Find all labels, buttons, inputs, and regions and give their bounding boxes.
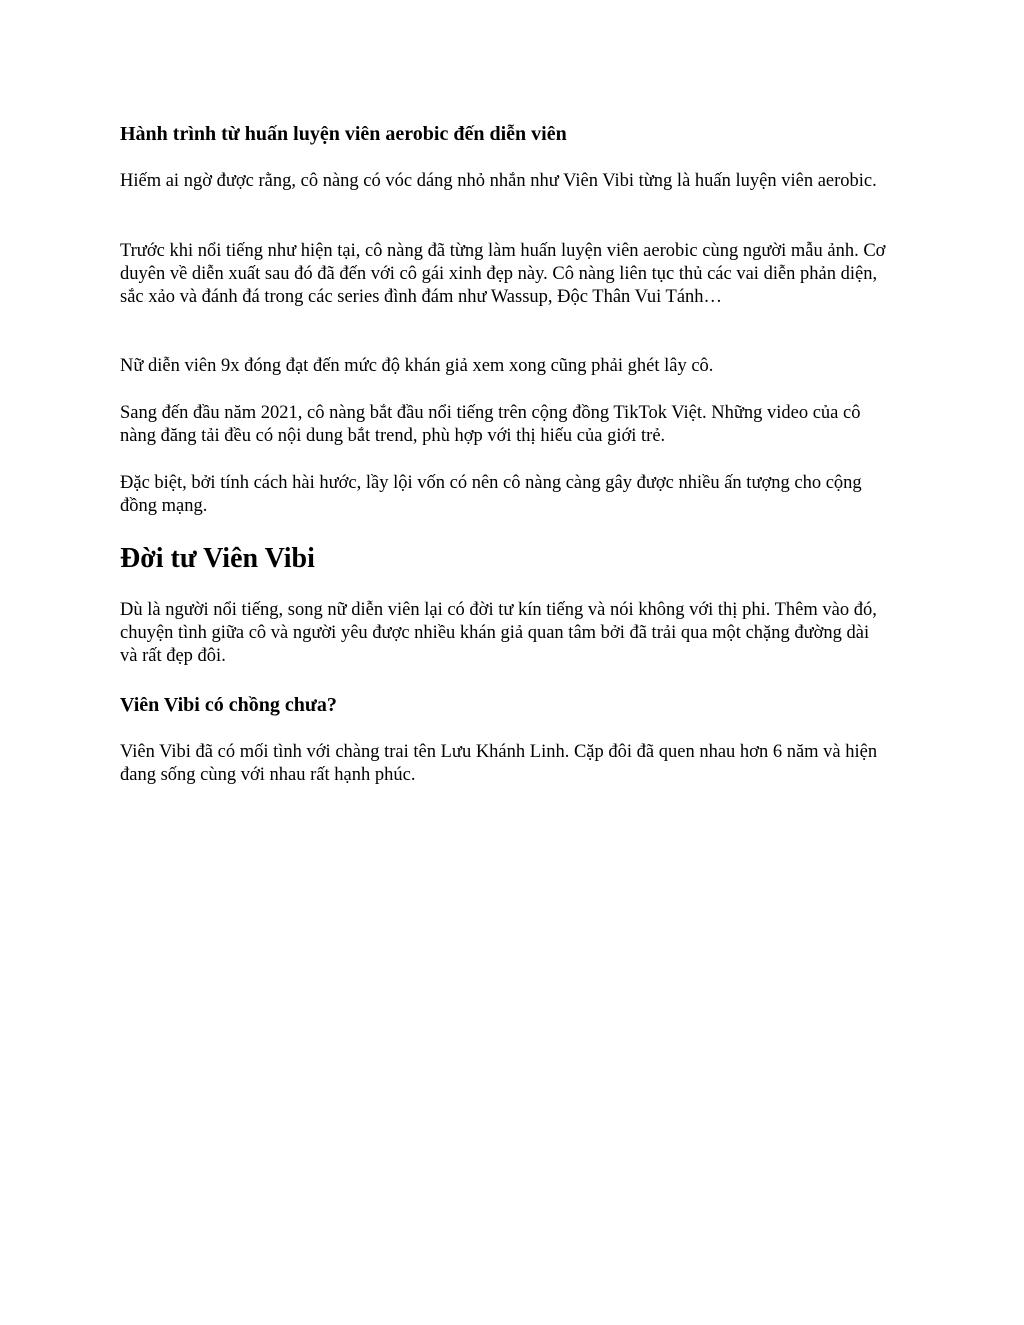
paragraph-intro: Hiếm ai ngờ được rằng, cô nàng có vóc dáng nhỏ nhắn như Viên Vibi từng là huấn luyện viên aerobic. [120, 171, 877, 191]
section-heading-private-life: Đời tư Viên Vibi [120, 543, 315, 574]
paragraph-personality: Đặc biệt, bởi tính cách hài hước, lầy lội vốn có nên cô nàng càng gây được nhiều ấn tượng cho cộng đồng mạng. [120, 473, 862, 516]
paragraph-tiktok: Sang đến đầu năm 2021, cô nàng bắt đầu nổi tiếng trên cộng đồng TikTok Việt. Những video của cô nàng đăng tải đều có nội dung bắt trend, phù hợp với thị hiếu của giới trẻ. [120, 403, 861, 446]
paragraph-private-life: Dù là người nổi tiếng, song nữ diễn viên lại có đời tư kín tiếng và nói không với thị phi. Thêm vào đó, chuyện tình giữa cô và người yêu được nhiều khán giả quan tâm bởi đã trải qua một chặng đường dài và rất đẹp đôi. [120, 600, 877, 666]
section-heading-married: Viên Vibi có chồng chưa? [120, 694, 337, 716]
paragraph-acting: Nữ diễn viên 9x đóng đạt đến mức độ khán giả xem xong cũng phải ghét lây cô. [120, 356, 714, 376]
paragraph-relationship: Viên Vibi đã có mối tình với chàng trai tên Lưu Khánh Linh. Cặp đôi đã quen nhau hơn 6 năm và hiện đang sống cùng với nhau rất hạnh phúc. [120, 742, 878, 785]
section-heading-career: Hành trình từ huấn luyện viên aerobic đến diễn viên [120, 123, 567, 145]
paragraph-career-start: Trước khi nổi tiếng như hiện tại, cô nàng đã từng làm huấn luyện viên aerobic cùng người mẫu ảnh. Cơ duyên về diễn xuất sau đó đã đến với cô gái xinh đẹp này. Cô nàng liên tục thủ các vai diễn phản diện, sắc xảo và đánh đá trong các series đình đám như Wassup, Độc Thân Vui Tánh… [120, 241, 886, 307]
